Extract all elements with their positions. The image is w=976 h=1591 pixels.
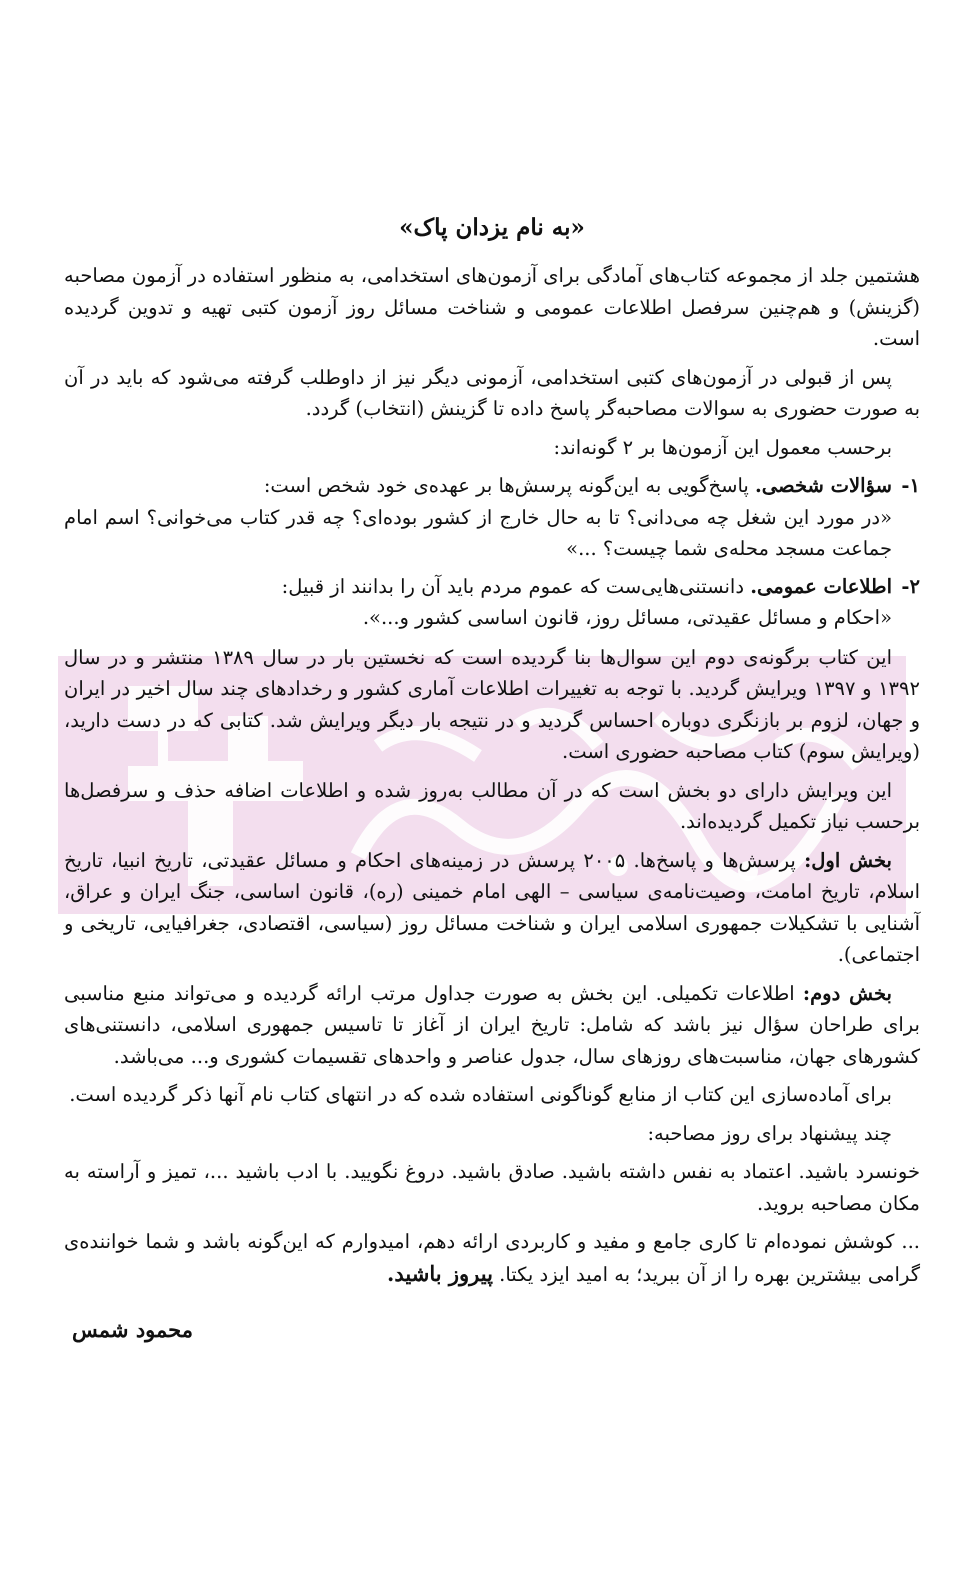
list-item-line: [64, 470, 892, 502]
part-one-text: پرسش‌ها و پاسخ‌ها. ۲۰۰۵ پرسش در زمینه‌های احکام و مسائل عقیدتی، تاریخ انبیا، تاریخ اسلام، تاریخ امامت، وصیت‌نامه‌ی سیاسی – الهی امام خمینی (ره)، قانون اساسی، جنگ ایران و عراق، آشنایی با تشکیلات جمهوری اسلامی ایران و شناخت مسائل روز (سیاسی، اقتصادی، جغرافیایی، تاریخی و اجتماعی).: [64, 848, 920, 966]
author-signature: محمود شمس: [72, 1317, 193, 1342]
body-paragraph-closing: [64, 1226, 920, 1290]
list-item-text: دانستنی‌هایی‌ست که عموم مردم باید آن را بدانند از قبیل:: [281, 574, 751, 598]
list-item-general-info: [64, 571, 920, 634]
list-item-quote: «در مورد این شغل چه می‌دانی؟ تا به حال خارج از کشور بوده‌ای؟ چه قدر کتاب می‌خوانی؟ اسم امام جماعت مسجد محله‌ی شما چیست؟ ...»: [64, 505, 892, 560]
list-item-text: پاسخ‌گویی به این‌گونه پرسش‌ها بر عهده‌ی خود شخص است:: [263, 474, 756, 497]
list-item-line: [64, 571, 892, 603]
intro-paragraph-2: پس از قبولی در آزمون‌های کتبی استخدامی، آزمونی دیگر نیز از داوطلب گرفته می‌شود که باید در آن به صورت حضوری به سوالات مصاحبه‌گر پاسخ داده تا گزینش (انتخاب) گردد.: [64, 365, 920, 420]
closing-emphasis: پیروز باشید.: [387, 1260, 493, 1286]
list-item-quote: «احکام و مسائل عقیدتی، مسائل روز، قانون اساسی کشور و...».: [362, 606, 892, 629]
body-paragraph-suggestions: خونسرد باشید. اعتماد به نفس داشته باشید. صادق باشید. دروغ نگویید. با ادب باشید ...، تمیز و آراسته به مکان مصاحبه بروید.: [64, 1160, 920, 1215]
closing-text: ... کوشش نموده‌ام تا کاری جامع و مفید و کاربردی ارائه دهم، امیدوارم که این‌گونه باشد و شما خواننده‌ی گرامی بیشترین بهره را از آن ببرید؛ به امید ایزد یکتا.: [64, 1230, 920, 1286]
intro-paragraph-1: هشتمین جلد از مجموعه کتاب‌های آمادگی برای آزمون‌های استخدامی، به منظور استفاده در آزمون مصاحبه (گزینش) و هم‌چنین سرفصل اطلاعات عمومی و شناخت مسائل روز آزمون کتبی تهیه و تدوین گردیده است.: [64, 264, 920, 350]
part-two-paragraph: [64, 978, 920, 1073]
part-one-label: بخش اول:: [804, 848, 892, 872]
part-two-text: اطلاعات تکمیلی. این بخش به صورت جداول مرتب ارائه گردیده و می‌تواند منبع مناسبی برای طراحان سؤال نیز باشد که شامل: تاریخ ایران از آغاز تا تاسیس جمهوری اسلامی، دانستنی‌های کشورهای جهان، مناسبت‌های روزهای سال، جدول عناصر و واحدهای تقسیمات کشوری و... می‌باشد.: [64, 981, 920, 1068]
intro-paragraph-3: برحسب معمول این آزمون‌ها بر ۲ گونه‌اند:: [553, 435, 892, 459]
list-item-heading: اطلاعات عمومی.: [750, 574, 892, 598]
preface-content: [64, 210, 920, 1346]
page-title: «به نام یزدان پاک»: [399, 214, 585, 241]
list-number: ۲-: [901, 574, 920, 598]
list-item-heading: سؤالات شخصی.: [755, 474, 892, 497]
list-item-personal-questions: [64, 470, 920, 565]
part-two-label: بخش دوم:: [802, 981, 892, 1005]
body-paragraph-suggestions-heading: چند پیشنهاد برای روز مصاحبه:: [647, 1121, 892, 1145]
body-paragraph-sources: برای آماده‌سازی این کتاب از منابع گوناگونی استفاده شده که در انتهای کتاب نام آنها ذکر گردیده است.: [69, 1083, 892, 1106]
list-number: ۱-: [901, 474, 920, 497]
body-paragraph-sections: این ویرایش دارای دو بخش است که در آن مطالب به‌روز شده و اطلاعات اضافه حذف و سرفصل‌ها برحسب نیاز تکمیل گردیده‌اند.: [64, 778, 920, 833]
body-paragraph-edition: این کتاب برگونه‌ی دوم این سوال‌ها بنا گردیده است که نخستین بار در سال ۱۳۸۹ منتشر و در سال ۱۳۹۲ و ۱۳۹۷ ویرایش گردید. با توجه به تغییرات اطلاعات آماری کشور و رخدادهای چند سال اخیر در ایران و جهان، لزوم بر بازنگری دوباره احساس گردید و در نتیجه بار دیگر ویرایش شد. کتابی که در دست دارید، (ویرایش سوم) کتاب مصاحبه حضوری است.: [64, 645, 920, 763]
part-one-paragraph: [64, 845, 920, 971]
